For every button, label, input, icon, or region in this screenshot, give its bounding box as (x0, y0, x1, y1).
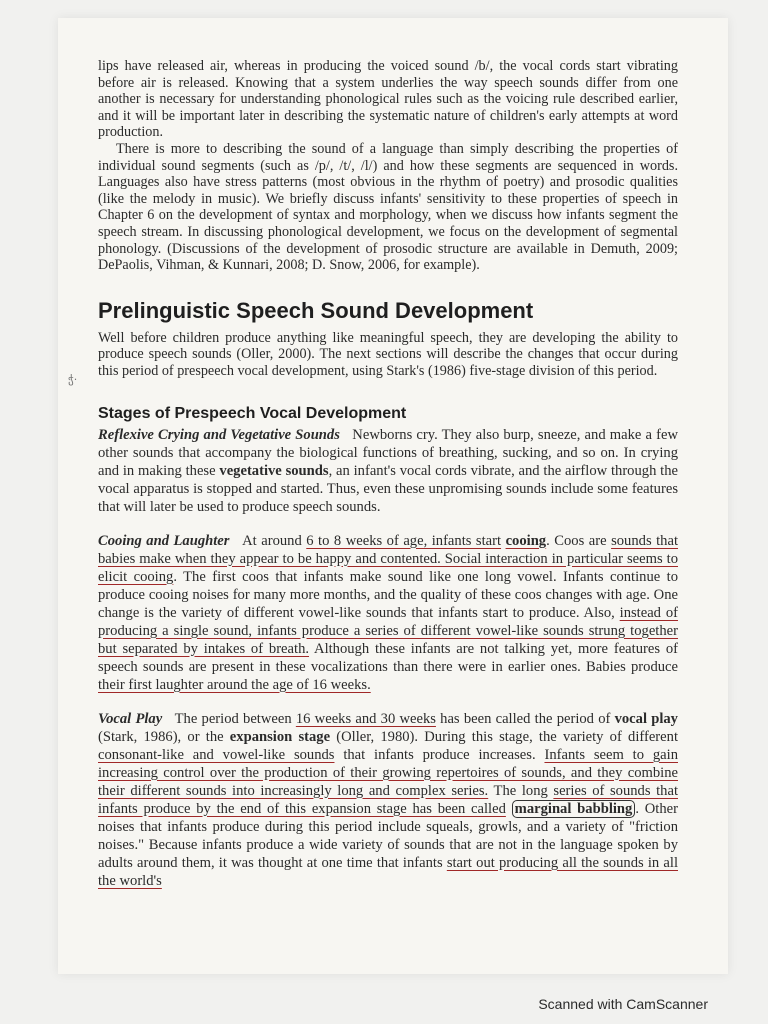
intro-paragraph-2: There is more to describing the sound of a language than simply describing the properties of individual sound segments (such as /p/, /t/, /l/) and how these segments are sequenced in words. Languages also have stress patterns (most obvious in the rhythm of poetry) and prosodic qualities (like the melody in music). We briefly discuss infants' sensitivity to these properties of speech in Chapter 6 on the development of syntax and morphology, when we discuss how infants segment the speech stream. In discussing phonological development, we focus on the development of segmental phonology. (Discussions of the development of prosodic structure are available in Demuth, 2009; DePaolis, Vihman, & Kunnari, 2008; D. Snow, 2006, for example). (98, 140, 678, 274)
vocal-play-paragraph: Vocal Play The period between 16 weeks and 30 weeks has been called the period of vocal play (Stark, 1986), or the expansion stage (Oller, 1980). During this stage, the variety of different consonant-like and vowel-like sounds that infants produce increases. Infants seem to gain increasing control over the production of their growing repertoires of sounds, and they combine their different sounds into increasingly long and complex series. The long series of sounds that infants produce by the end of this expansion stage has been called marginal babbling . Other noises that infants produce during this period include squeals, growls, and a variety of "friction noises." Because infants produce a wide variety of sounds that are not in the language spoken by adults around them, it was thought at one time that infants start out producing all the sounds in all the world's (98, 710, 678, 889)
handwritten-underline: instead of producing a single sound, infants produce a series of different vowel-like sounds strung together but separated by intakes of breath. (98, 604, 678, 657)
handwritten-underline: 6 to 8 weeks of age, infants start (306, 532, 502, 549)
cooing-laughter-paragraph: Cooing and Laughter At around 6 to 8 weeks of age, infants start cooing. Coos are sounds that babies make when they appear to be happy and contented. Social interaction in particular seems to elicit cooing. The first coos that infants make sound like one long vowel. Infants continue to produce cooing noises for many more months, and the quality of these coos changes with age. One change is the variety of different vowel-like sounds that infants start to produce. Also, instead of producing a single sound, infants produce a series of different vowel-like sounds strung together but separated by intakes of breath. Although these infants are not talking yet, more features of speech sounds are present in these vocalizations than there were in earlier ones. Babies produce their first laughter around the age of 16 weeks. (98, 532, 679, 693)
section-intro-paragraph: Well before children produce anything like meaningful speech, they are developing the ability to produce speech sounds (Oller, 2000). The next sections will describe the changes that occur during this period of prespeech vocal development, using Stark's (1986) five-stage division of this period. (98, 329, 678, 379)
margin-pencil-mark: ჭ· (68, 373, 78, 386)
handwritten-underline: consonant-like and vowel-like sounds (98, 746, 335, 763)
reflexive-crying-paragraph: Reflexive Crying and Vegetative Sounds Newborns cry. They also burp, sneeze, and make a few other sounds that accompany the biological functions of breathing, sucking, and so on. In crying and in making these vegetative sounds, an infant's vocal cords vibrate, and the airflow through the vocal apparatus is stopped and started. Thus, even these unpromising sounds include some features that will later be used to produce speech sounds. (98, 426, 678, 515)
term-cooing: cooing (505, 532, 547, 549)
run-in-heading-cooing: Cooing and Laughter (98, 532, 230, 549)
handwritten-underline: Infants seem to gain increasing control over the production of their growing repertoires of sounds, and they combine their different sounds into increasingly long and complex series. (98, 746, 678, 799)
scanned-page (58, 18, 728, 974)
handwritten-underline: 16 weeks and 30 weeks (295, 710, 436, 727)
run-in-heading-vocal-play: Vocal Play (98, 710, 163, 727)
handwritten-underline: series of sounds that infants produce by the end of this expansion stage has been called (98, 782, 678, 817)
term-vocal-play: vocal play (614, 710, 678, 727)
handwritten-underline: start out producing all the sounds in all the world's (98, 854, 678, 889)
run-in-heading-reflexive: Reflexive Crying and Vegetative Sounds (98, 426, 340, 443)
term-expansion-stage: expansion stage (229, 728, 331, 745)
term-vegetative-sounds: vegetative sounds (219, 462, 329, 479)
stage-descriptions (98, 426, 678, 890)
section-heading: Prelinguistic Speech Sound Development (98, 297, 534, 323)
handwritten-underline: their first laughter around the age of 16 weeks. (98, 676, 371, 693)
intro-paragraph-1: lips have released air, whereas in producing the voiced sound /b/, the vocal cords start vibrating before air is released. Knowing that a system underlies the way speech sounds differ from one another is necessary for understanding phonological rules such as the voicing rule described earlier, and it will be important later in describing the systematic nature of children's early attempts at word production. (98, 58, 678, 141)
term-marginal-babbling: marginal babbling (512, 800, 636, 818)
page-text (98, 58, 678, 890)
handwritten-underline: sounds that babies make when they appear to be happy and contented. Social interaction in particular seems to elicit cooing (98, 532, 679, 585)
camscanner-watermark: Scanned with CamScanner (538, 996, 708, 1012)
subsection-heading: Stages of Prespeech Vocal Development (98, 404, 407, 422)
